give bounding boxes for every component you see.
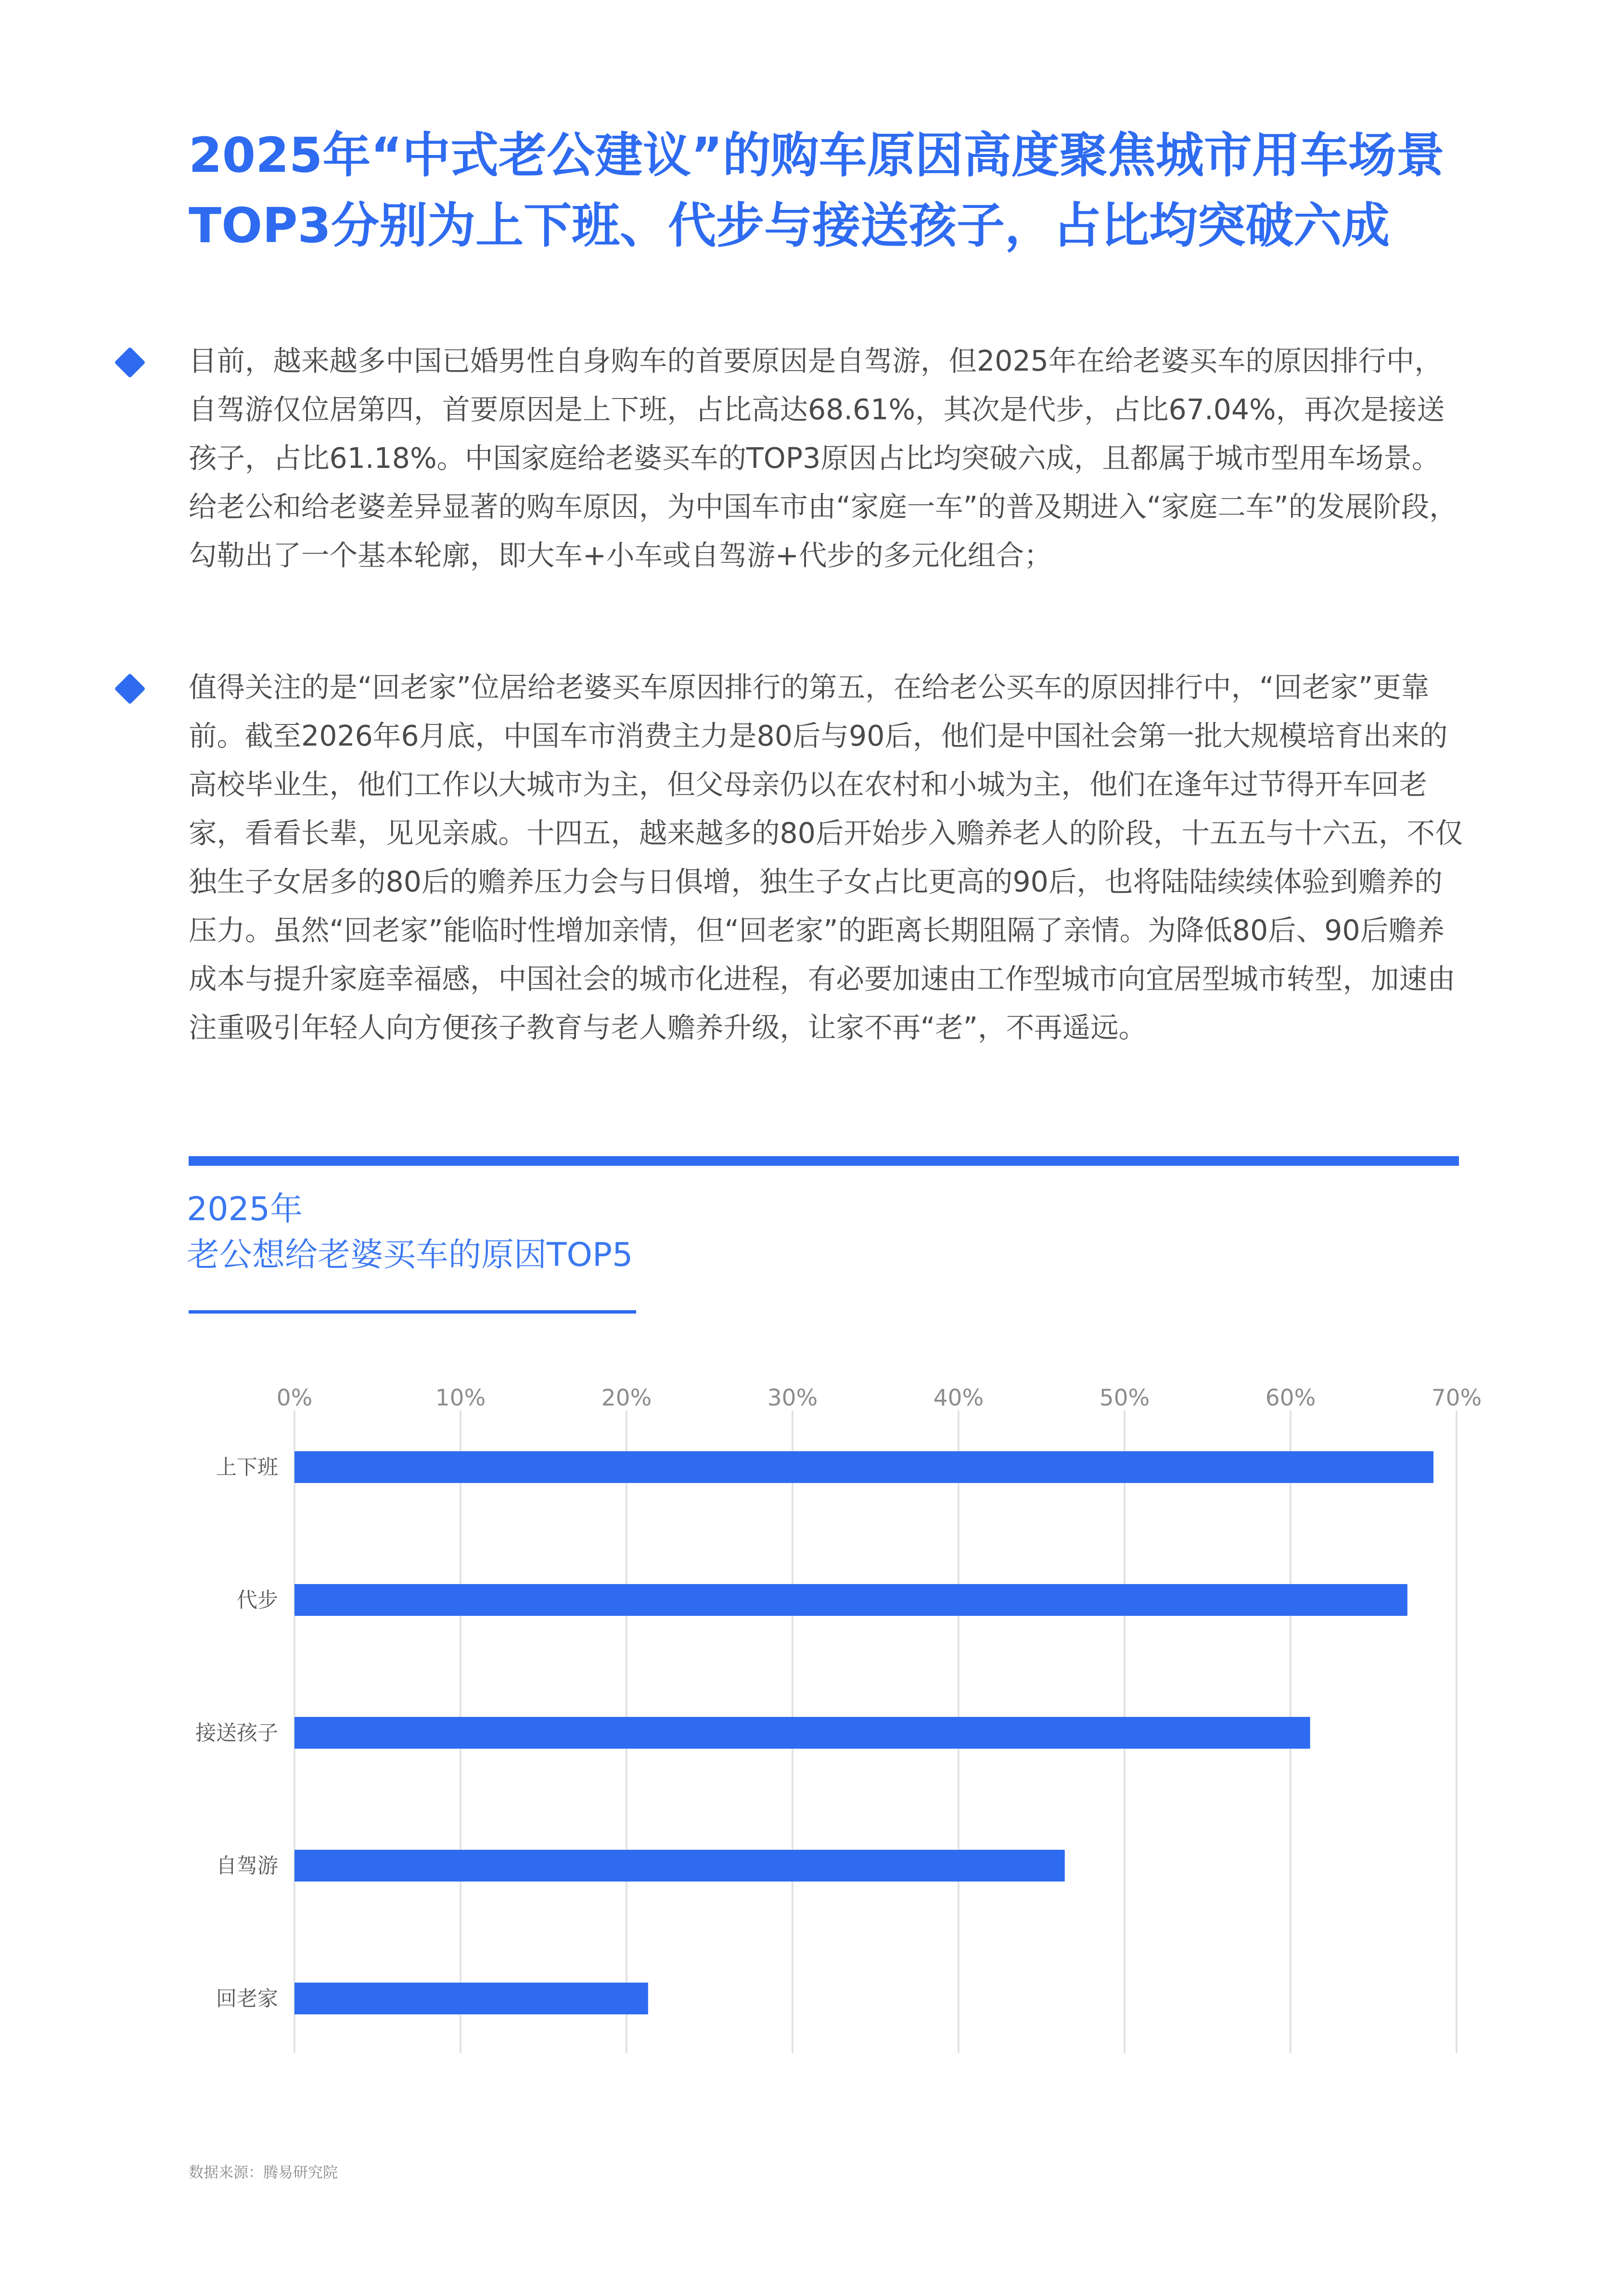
x-tick-label: 40%: [933, 1385, 984, 1411]
bar: [294, 1983, 648, 2014]
category-label: 接送孩子: [195, 1721, 278, 1745]
bullet-text: 值得关注的是“回老家”位居给老婆买车原因排行的第五，在给老公买车的原因排行中，“回老家”更靠前。截至2026年6月底，中国车市消费主力是80后与90后，他们是中国社会第一批大规模培育出来的高校毕业生，他们工作以大城市为主，但父母亲仍以在农村和小城为主，他们在逢年过节得开车回老家，看看长辈，见见亲戚。十四五，越来越多的80后开始步入赡养老人的阶段，十五五与十六五，不仅独生子女居多的80后的赡养压力会与日俱增，独生子女占比更高的90后，也将陆陆续续体验到赡养的压力。虽然“回老家”能临时性增加亲情，但“回老家”的距离长期阻隔了亲情。为降低80后、90后赡养成本与提升家庭幸福感，中国社会的城市化进程，有必要加速由工作型城市向宜居型城市转型，加速由注重吸引年轻人向方便孩子教育与老人赡养升级，让家不再“老”，不再遥远。: [189, 671, 1463, 1044]
x-tick-label: 0%: [276, 1385, 313, 1411]
bullet-text: 目前，越来越多中国已婚男性自身购车的首要原因是自驾游，但2025年在给老婆买车的原因排行中，自驾游仅位居第四，首要原因是上下班，占比高达68.61%，其次是代步，占比67.04%，再次是接送孩子，占比61.18%。中国家庭给老婆买车的TOP3原因占比均突破六成，且都属于城市型用车场景。给老公和给老婆差异显著的购车原因，为中国车市由“家庭一车”的普及期进入“家庭二车”的发展阶段，勾勒出了一个基本轮廓，即大车+小车或自驾游+代步的多元化组合；: [189, 345, 1458, 572]
bar: [294, 1850, 1065, 1882]
chart-title-main: 老公想给老婆买车的原因TOP5: [187, 1236, 633, 1274]
x-tick-label: 20%: [601, 1385, 652, 1411]
x-tick-label: 70%: [1431, 1385, 1482, 1411]
x-tick-label: 10%: [435, 1385, 486, 1411]
bar: [294, 1717, 1310, 1749]
bar: [294, 1584, 1407, 1616]
category-label: 回老家: [216, 1987, 278, 2011]
page-title-line-2: TOP3分别为上下班、代步与接送孩子，占比均突破六成: [189, 197, 1390, 254]
x-tick-label: 30%: [767, 1385, 818, 1411]
category-label: 代步: [237, 1588, 278, 1612]
category-label: 上下班: [216, 1456, 278, 1480]
category-label: 自驾游: [216, 1854, 278, 1878]
x-tick-label: 50%: [1099, 1385, 1150, 1411]
chart-title-year: 2025年: [187, 1190, 303, 1228]
bar: [294, 1451, 1433, 1483]
x-tick-label: 60%: [1265, 1385, 1316, 1411]
page-title-line-1: 2025年“中式老公建议”的购车原因高度聚焦城市用车场景: [189, 127, 1445, 183]
data-source-note: 数据来源：腾易研究院: [189, 2164, 338, 2181]
